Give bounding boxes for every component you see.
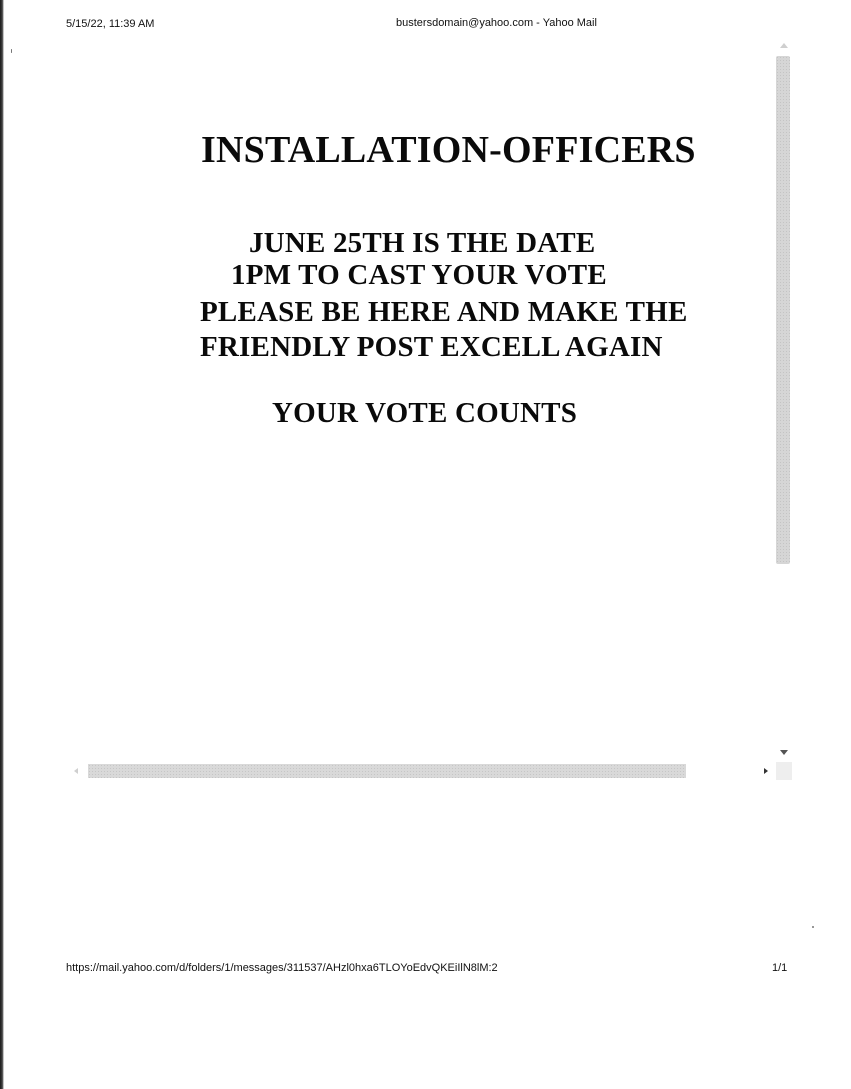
scan-speck [11, 49, 12, 53]
triangle-left-icon[interactable] [74, 768, 78, 774]
message-line-time: 1PM TO CAST YOUR VOTE [231, 259, 607, 291]
message-line-friendly-post: FRIENDLY POST EXCELL AGAIN [200, 331, 663, 363]
message-line-vote-counts: YOUR VOTE COUNTS [272, 397, 578, 429]
triangle-down-icon[interactable] [780, 750, 788, 755]
scrollbar-corner [776, 762, 792, 780]
print-footer-url: https://mail.yahoo.com/d/folders/1/messages/311537/AHzl0hxa6TLOYoEdvQKEiIlN8lM:2 [66, 962, 498, 974]
triangle-right-icon[interactable] [764, 768, 768, 774]
horizontal-scrollbar[interactable] [74, 762, 792, 780]
vertical-scroll-thumb[interactable] [776, 56, 790, 564]
vertical-scrollbar[interactable] [776, 56, 792, 780]
triangle-up-icon[interactable] [780, 43, 788, 48]
scan-edge [0, 0, 4, 1089]
scan-speck [812, 926, 814, 928]
message-title: INSTALLATION-OFFICERS [201, 129, 696, 171]
message-line-please: PLEASE BE HERE AND MAKE THE [200, 296, 688, 328]
print-header-datetime: 5/15/22, 11:39 AM [66, 18, 155, 30]
horizontal-scroll-thumb[interactable] [88, 764, 686, 778]
message-line-date: JUNE 25TH IS THE DATE [249, 227, 596, 259]
print-header-title: bustersdomain@yahoo.com - Yahoo Mail [396, 17, 597, 29]
print-footer-page-number: 1/1 [772, 962, 788, 974]
